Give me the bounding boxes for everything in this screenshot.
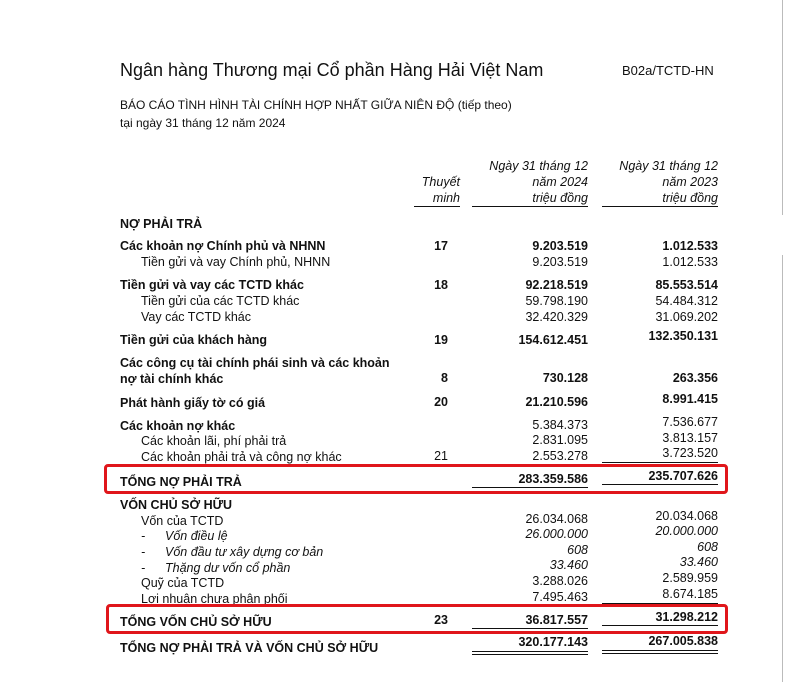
row-ci-loans-2024: 32.420.329 bbox=[525, 310, 588, 324]
col-2023-line3: triệu đồng bbox=[662, 191, 718, 205]
bullet-dash: - bbox=[141, 545, 146, 559]
note-header-line2: minh bbox=[432, 191, 460, 205]
col-2023-header bbox=[600, 158, 718, 206]
row-customer-deposits-2023: 132.350.131 bbox=[648, 329, 718, 343]
total-liabilities-2024: 283.359.586 bbox=[518, 472, 588, 486]
row-interest-payable-2024: 2.831.095 bbox=[532, 433, 588, 447]
row-retained-earnings-2023: 8.674.185 bbox=[662, 587, 718, 601]
row-govt-deposits-label: Tiền gửi và vay Chính phủ, NHNN bbox=[141, 255, 331, 269]
row-share-premium-label: Thặng dư vốn cổ phần bbox=[165, 561, 291, 575]
row-construction-capital-2023: 608 bbox=[697, 540, 718, 554]
row-customer-deposits-note: 19 bbox=[434, 333, 448, 347]
col-2024-line2: năm 2024 bbox=[532, 175, 588, 189]
total-equity-note: 23 bbox=[434, 613, 448, 627]
grand-total-2024: 320.177.143 bbox=[518, 635, 588, 649]
row-derivatives-label-1: Các công cụ tài chính phái sinh và các khoản bbox=[120, 356, 390, 370]
row-customer-deposits-2024: 154.612.451 bbox=[518, 333, 588, 347]
note-header-underline bbox=[414, 206, 460, 207]
row-govt-debt-note: 17 bbox=[434, 239, 448, 253]
note-header-line1: Thuyết bbox=[421, 175, 460, 189]
total-equity-2023: 31.298.212 bbox=[655, 610, 718, 624]
grand-total-line-2023-b bbox=[602, 653, 718, 654]
row-charter-capital-group-2023: 20.034.068 bbox=[655, 509, 718, 523]
row-govt-deposits-2024: 9.203.519 bbox=[532, 255, 588, 269]
row-charter-capital-group-2024: 26.034.068 bbox=[525, 512, 588, 526]
row-interest-payable-label: Các khoản lãi, phí phải trả bbox=[141, 434, 287, 448]
row-funds-label: Quỹ của TCTD bbox=[141, 576, 225, 590]
row-other-payables-note: 21 bbox=[434, 449, 448, 463]
col-2024-header bbox=[470, 158, 588, 206]
bank-name: Ngân hàng Thương mại Cổ phần Hàng Hải Việt Nam bbox=[120, 60, 544, 80]
row-retained-earnings-label: Lợi nhuận chưa phân phối bbox=[141, 592, 288, 606]
grand-total-2023: 267.005.838 bbox=[648, 634, 718, 648]
row-securities-2024: 21.210.596 bbox=[525, 395, 588, 409]
col-2024-underline bbox=[472, 206, 588, 207]
row-govt-debt-label: Các khoản nợ Chính phủ và NHNN bbox=[120, 239, 326, 253]
highlight-total-liabilities bbox=[104, 464, 728, 494]
note-column-header bbox=[398, 174, 460, 206]
row-other-liabilities-label: Các khoản nợ khác bbox=[120, 419, 236, 433]
row-derivatives-label-2: nợ tài chính khác bbox=[120, 372, 224, 386]
section-equity-heading: VỐN CHỦ SỞ HỮU bbox=[120, 498, 233, 512]
col-2024-line1: Ngày 31 tháng 12 bbox=[489, 159, 588, 173]
report-title: BÁO CÁO TÌNH HÌNH TÀI CHÍNH HỢP NHẤT GIỮA NIÊN ĐỘ (tiếp theo) bbox=[120, 98, 512, 112]
page-edge-top bbox=[782, 0, 783, 215]
row-other-payables-2023: 3.723.520 bbox=[662, 446, 718, 460]
bullet-dash: - bbox=[141, 529, 146, 543]
total-equity-2024: 36.817.557 bbox=[525, 613, 588, 627]
row-govt-deposits-2023: 1.012.533 bbox=[662, 255, 718, 269]
row-ci-loans-label: Vay các TCTD khác bbox=[141, 310, 251, 324]
row-funds-2024: 3.288.026 bbox=[532, 574, 588, 588]
row-charter-capital-group-label: Vốn của TCTD bbox=[141, 514, 224, 528]
row-securities-label: Phát hành giấy tờ có giá bbox=[120, 396, 266, 410]
row-charter-capital-2023: 20.000.000 bbox=[655, 524, 718, 538]
report-date: tại ngày 31 tháng 12 năm 2024 bbox=[120, 116, 286, 130]
row-ci-deposits-label: Tiền gửi và vay các TCTD khác bbox=[120, 278, 304, 292]
total-liab-line-2023 bbox=[602, 462, 718, 463]
row-funds-2023: 2.589.959 bbox=[662, 571, 718, 585]
grand-total-line-2024-b bbox=[472, 654, 588, 655]
total-equity-label: TỔNG VỐN CHỦ SỞ HỮU bbox=[120, 615, 272, 629]
section-liabilities-heading: NỢ PHẢI TRẢ bbox=[120, 217, 203, 231]
row-charter-capital-label: Vốn điều lệ bbox=[165, 529, 228, 543]
row-other-payables-label: Các khoản phải trả và công nợ khác bbox=[141, 450, 342, 464]
form-code: B02a/TCTD-HN bbox=[622, 63, 714, 78]
row-ci-loans-2023: 31.069.202 bbox=[655, 310, 718, 324]
row-charter-capital-2024: 26.000.000 bbox=[525, 527, 588, 541]
row-ci-deposits-2024: 92.218.519 bbox=[525, 278, 588, 292]
row-other-liabilities-2023: 7.536.677 bbox=[662, 415, 718, 429]
row-ci-deposit-sub-2024: 59.798.190 bbox=[525, 294, 588, 308]
col-2023-line1: Ngày 31 tháng 12 bbox=[619, 159, 718, 173]
row-retained-earnings-2024: 7.495.463 bbox=[532, 590, 588, 604]
row-ci-deposits-note: 18 bbox=[434, 278, 448, 292]
row-govt-debt-2023: 1.012.533 bbox=[662, 239, 718, 253]
row-govt-debt-2024: 9.203.519 bbox=[532, 239, 588, 253]
row-other-payables-2024: 2.553.278 bbox=[532, 449, 588, 463]
row-share-premium-2023: 33.460 bbox=[679, 555, 718, 569]
grand-total-line-2024-a bbox=[472, 651, 588, 652]
row-share-premium-2024: 33.460 bbox=[549, 558, 588, 572]
row-ci-deposits-2023: 85.553.514 bbox=[655, 278, 718, 292]
row-ci-deposit-sub-label: Tiền gửi của các TCTD khác bbox=[141, 294, 300, 308]
col-2024-line3: triệu đồng bbox=[532, 191, 588, 205]
highlight-total-equity bbox=[106, 604, 728, 634]
row-customer-deposits-label: Tiền gửi của khách hàng bbox=[120, 333, 268, 347]
total-liabilities-label: TỔNG NỢ PHẢI TRẢ bbox=[120, 475, 242, 489]
row-securities-note: 20 bbox=[434, 395, 448, 409]
row-interest-payable-2023: 3.813.157 bbox=[662, 431, 718, 445]
grand-total-label: TỔNG NỢ PHẢI TRẢ VÀ VỐN CHỦ SỞ HỮU bbox=[120, 641, 379, 655]
row-other-liabilities-2024: 5.384.373 bbox=[532, 418, 588, 432]
col-2023-underline bbox=[602, 206, 718, 207]
grand-total-line-2023-a bbox=[602, 650, 718, 651]
row-derivatives-2023: 263.356 bbox=[672, 371, 718, 385]
row-construction-capital-2024: 608 bbox=[567, 543, 588, 557]
page-edge-bottom bbox=[782, 255, 783, 682]
bullet-dash: - bbox=[141, 561, 146, 575]
col-2023-line2: năm 2023 bbox=[662, 175, 718, 189]
total-liabilities-2023: 235.707.626 bbox=[648, 469, 718, 483]
row-securities-2023: 8.991.415 bbox=[662, 392, 718, 406]
row-derivatives-note: 8 bbox=[441, 371, 448, 385]
row-ci-deposit-sub-2023: 54.484.312 bbox=[655, 294, 718, 308]
row-construction-capital-label: Vốn đầu tư xây dựng cơ bản bbox=[165, 545, 324, 559]
row-derivatives-2024: 730.128 bbox=[542, 371, 588, 385]
